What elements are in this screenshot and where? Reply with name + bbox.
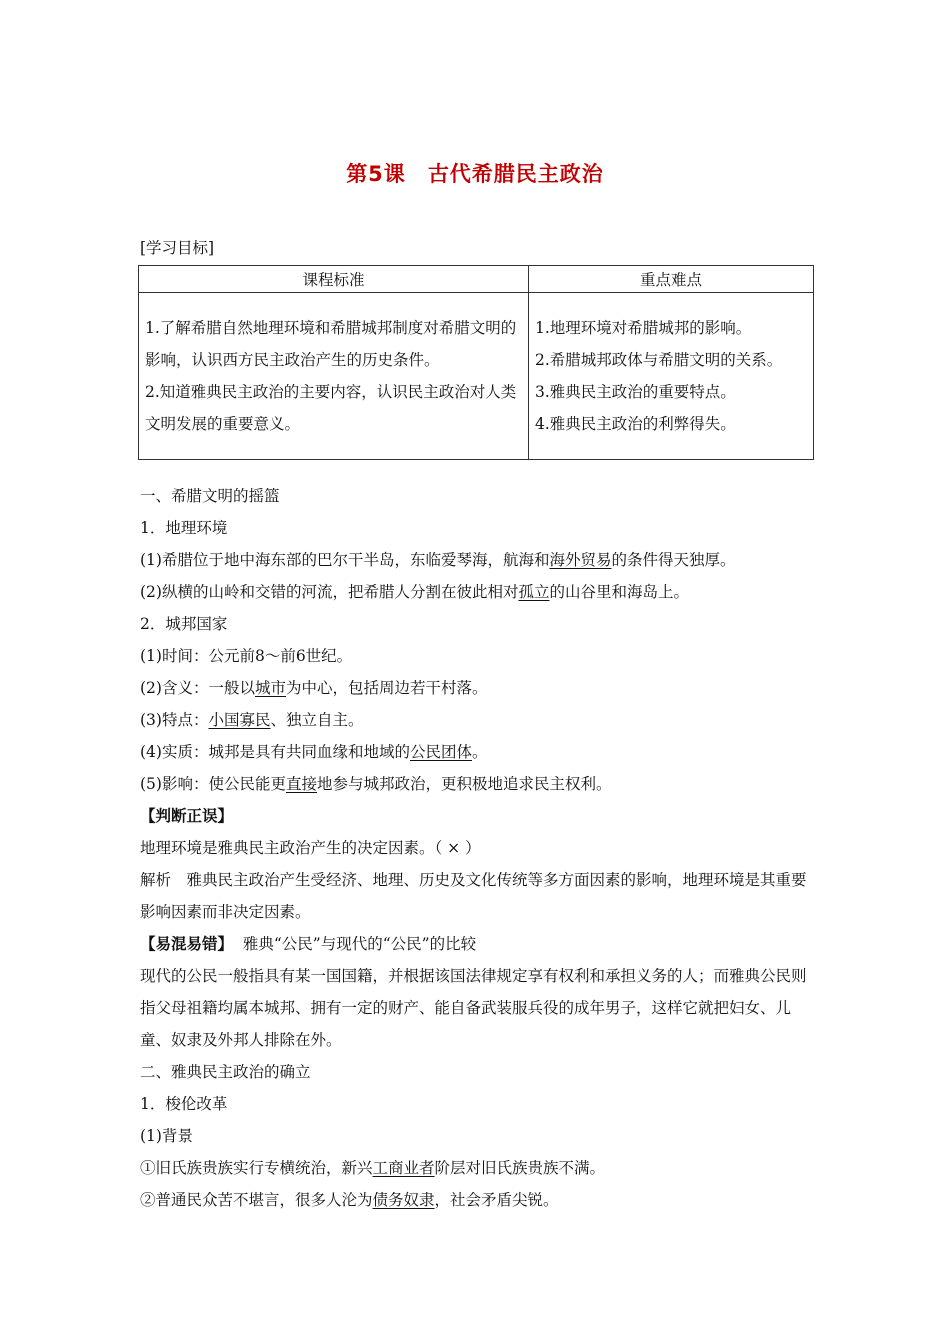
key-term: 小国寡民 (208, 711, 271, 729)
key-term: 公民团体 (409, 743, 472, 761)
key-points-cell (529, 293, 814, 460)
key-term: 孤立 (518, 583, 550, 601)
page-title (0, 158, 950, 188)
subsection-heading: 1．梭伦改革 (140, 1095, 228, 1113)
key-point-item: 4.雅典民主政治的利弊得失。 (535, 415, 736, 433)
section-heading: 二、雅典民主政治的确立 (140, 1063, 311, 1081)
key-term: 直接 (285, 775, 317, 793)
subsection-heading: 2．城邦国家 (140, 615, 228, 633)
lesson-name: 古代希腊民主政治 (427, 162, 604, 186)
section-heading: 一、希腊文明的摇篮 (140, 487, 280, 505)
paragraph: ①旧氏族贵族实行专横统治，新兴工商业者阶层对旧氏族贵族不满。 (140, 1159, 606, 1177)
standard-item: 1.了解希腊自然地理环境和希腊城邦制度对希腊文明的影响，认识西方民主政治产生的历史条件。 (145, 319, 517, 369)
paragraph: (1)希腊位于地中海东部的巴尔干半岛，东临爱琴海，航海和海外贸易的条件得天独厚。 (140, 551, 736, 569)
key-term: 城市 (254, 679, 286, 697)
subsection-heading: 1．地理环境 (140, 519, 228, 537)
goals-label: [学习目标] (140, 239, 215, 257)
paragraph: (3)特点：小国寡民、独立自主。 (140, 711, 364, 729)
paragraph: (1)背景 (140, 1127, 193, 1145)
header-key-points: 重点难点 (529, 266, 814, 293)
confuse-heading (140, 928, 816, 960)
paragraph: (2)含义：一般以城市为中心，包括周边若干村落。 (140, 679, 488, 697)
paragraph: (4)实质：城邦是具有共同血缘和地域的公民团体。 (140, 743, 488, 761)
paragraph: (2)纵横的山岭和交错的河流，把希腊人分割在彼此相对孤立的山谷里和海岛上。 (140, 583, 689, 601)
standard-item: 2.知道雅典民主政治的主要内容，认识民主政治对人类文明发展的重要意义。 (145, 383, 517, 433)
key-point-item: 2.希腊城邦政体与希腊文明的关系。 (535, 351, 783, 369)
key-term: 海外贸易 (549, 551, 612, 569)
key-point-item: 3.雅典民主政治的重要特点。 (535, 383, 736, 401)
lesson-number: 第5课 (346, 162, 406, 186)
judge-answer: 解析 雅典民主政治产生受经济、地理、历史及文化传统等多方面因素的影响，地理环境是其重要影响因素而非决定因素。 (140, 871, 807, 921)
standards-cell (139, 293, 529, 460)
paragraph: (5)影响：使公民能更直接地参与城邦政治，更积极地追求民主权利。 (140, 775, 612, 793)
header-standards: 课程标准 (139, 266, 529, 293)
judge-question: 地理环境是雅典民主政治产生的决定因素。（ × ） (140, 839, 481, 857)
key-term: 工商业者 (372, 1159, 435, 1177)
key-term: 债务奴隶 (372, 1191, 435, 1209)
judge-tag: 【判断正误】 (140, 806, 234, 825)
confuse-text: 现代的公民一般指具有某一国国籍，并根据该国法律规定享有权利和承担义务的人；而雅典公民则指父母祖籍均属本城邦、拥有一定的财产、能自备武装服兵役的成年男子，这样它就把妇女、儿童、奴隶及外邦人排除在外。 (140, 967, 807, 1049)
paragraph: (1)时间：公元前8～前6世纪。 (140, 647, 353, 665)
confuse-tag: 【易混易错】 (140, 934, 234, 953)
key-point-item: 1.地理环境对希腊城邦的影响。 (535, 319, 752, 337)
paragraph: ②普通民众苦不堪言，很多人沦为债务奴隶，社会矛盾尖锐。 (140, 1191, 559, 1209)
confuse-title: 雅典“公民”与现代的“公民”的比较 (242, 935, 477, 953)
goals-table (138, 265, 814, 460)
